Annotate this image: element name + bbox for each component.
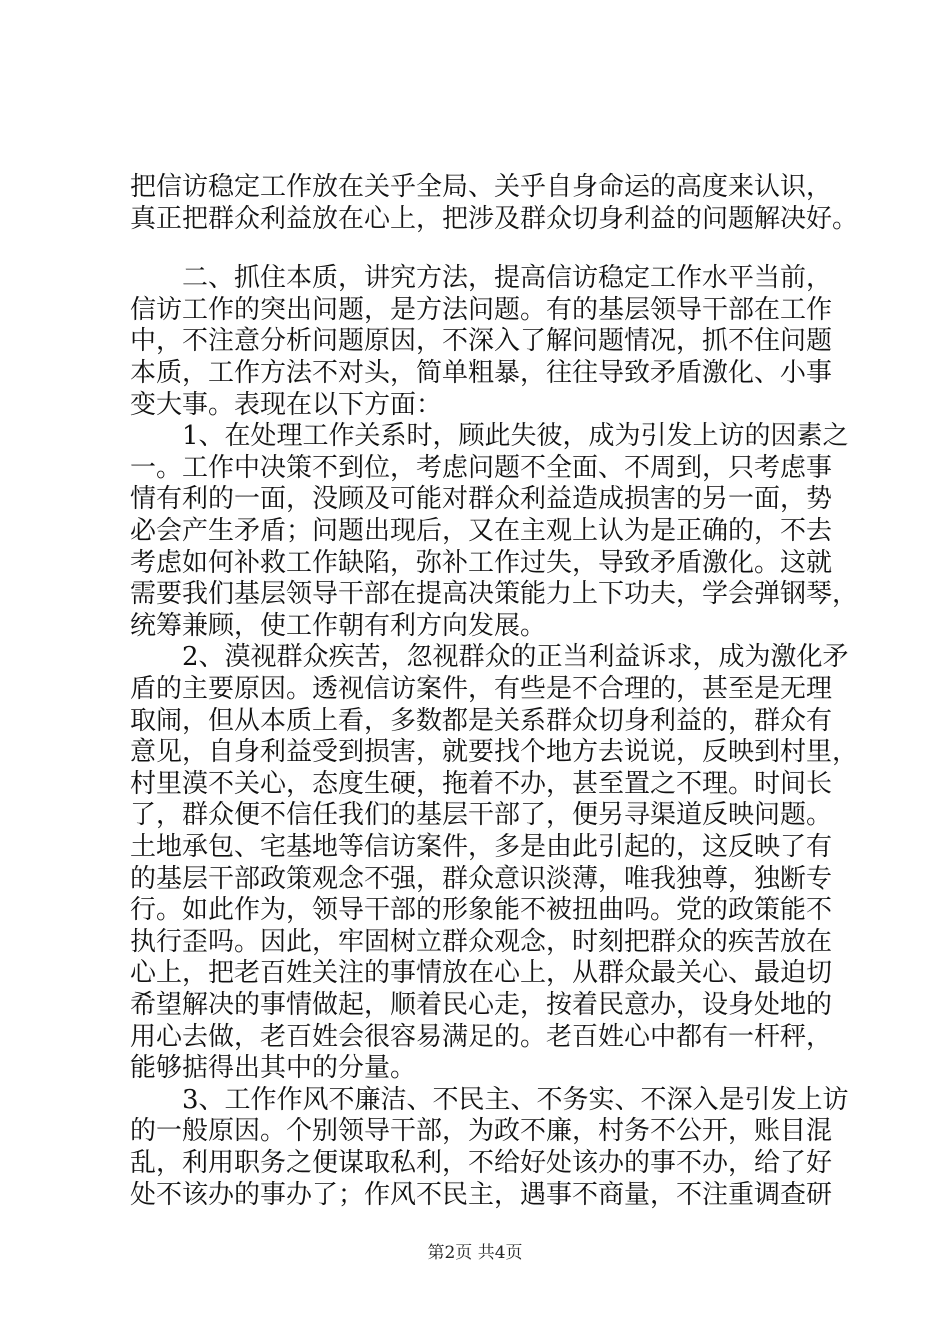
text-line: 盾的主要原因。透视信访案件，有些是不合理的，甚至是无理 (130, 674, 833, 704)
text-line: 意见，自身利益受到损害，就要找个地方去说说，反映到村里， (130, 737, 859, 767)
text-line: 必会产生矛盾；问题出现后，又在主观上认为是正确的，不去 (130, 516, 833, 546)
text-line: 的一般原因。个别领导干部，为政不廉，村务不公开，账目混 (130, 1116, 833, 1146)
text-line: 信访工作的突出问题，是方法问题。有的基层领导干部在工作 (130, 295, 833, 325)
page-footer: 第2页 共4页 (427, 1243, 523, 1263)
text-line: 乱，利用职务之便谋取私利，不给好处该办的事不办，给了好 (130, 1148, 833, 1178)
text-line: 处不该办的事办了；作风不民主，遇事不商量，不注重调查研 (130, 1180, 833, 1210)
text-line: 情有利的一面，没顾及可能对群众利益造成损害的另一面，势 (130, 484, 833, 514)
text-line: 土地承包、宅基地等信访案件，多是由此引起的，这反映了有 (130, 832, 833, 862)
text-line: 统筹兼顾，使工作朝有利方向发展。 (130, 611, 547, 641)
text-line: 取闹，但从本质上看，多数都是关系群众切身利益的，群众有 (130, 706, 833, 736)
text-line: 行。如此作为，领导干部的形象能不被扭曲吗。党的政策能不 (130, 895, 833, 925)
text-line: 能够掂得出其中的分量。 (130, 1053, 417, 1083)
text-line: 用心去做，老百姓会很容易满足的。老百姓心中都有一杆秤， (130, 1022, 833, 1052)
text-line: 3、工作作风不廉洁、不民主、不务实、不深入是引发上访 (130, 1085, 849, 1115)
text-line: 心上，把老百姓关注的事情放在心上，从群众最关心、最迫切 (130, 958, 833, 988)
text-line: 中，不注意分析问题原因，不深入了解问题情况，抓不住问题 (130, 326, 833, 356)
text-line: 希望解决的事情做起，顺着民心走，按着民意办，设身处地的 (130, 990, 833, 1020)
text-line: 本质，工作方法不对头，简单粗暴，往往导致矛盾激化、小事 (130, 358, 833, 388)
text-line: 需要我们基层领导干部在提高决策能力上下功夫，学会弹钢琴， (130, 579, 859, 609)
text-line: 变大事。表现在以下方面： (130, 390, 443, 420)
text-line: 把信访稳定工作放在关乎全局、关乎自身命运的高度来认识， (130, 172, 833, 202)
text-line: 2、漠视群众疾苦，忽视群众的正当利益诉求，成为激化矛 (130, 642, 849, 672)
text-line: 真正把群众利益放在心上，把涉及群众切身利益的问题解决好。 (130, 204, 859, 234)
text-line: 了，群众便不信任我们的基层干部了，便另寻渠道反映问题。 (130, 800, 833, 830)
text-line: 考虑如何补救工作缺陷，弥补工作过失，导致矛盾激化。这就 (130, 548, 833, 578)
text-line: 的基层干部政策观念不强，群众意识淡薄，唯我独尊，独断专 (130, 864, 833, 894)
text-line: 二、抓住本质，讲究方法，提高信访稳定工作水平当前， (130, 263, 833, 293)
text-line: 一。工作中决策不到位，考虑问题不全面、不周到，只考虑事 (130, 453, 833, 483)
text-line: 村里漠不关心，态度生硬，拖着不办，甚至置之不理。时间长 (130, 769, 833, 799)
text-line: 执行歪吗。因此，牢固树立群众观念，时刻把群众的疾苦放在 (130, 927, 833, 957)
text-line: 1、在处理工作关系时，顾此失彼，成为引发上访的因素之 (130, 421, 849, 451)
